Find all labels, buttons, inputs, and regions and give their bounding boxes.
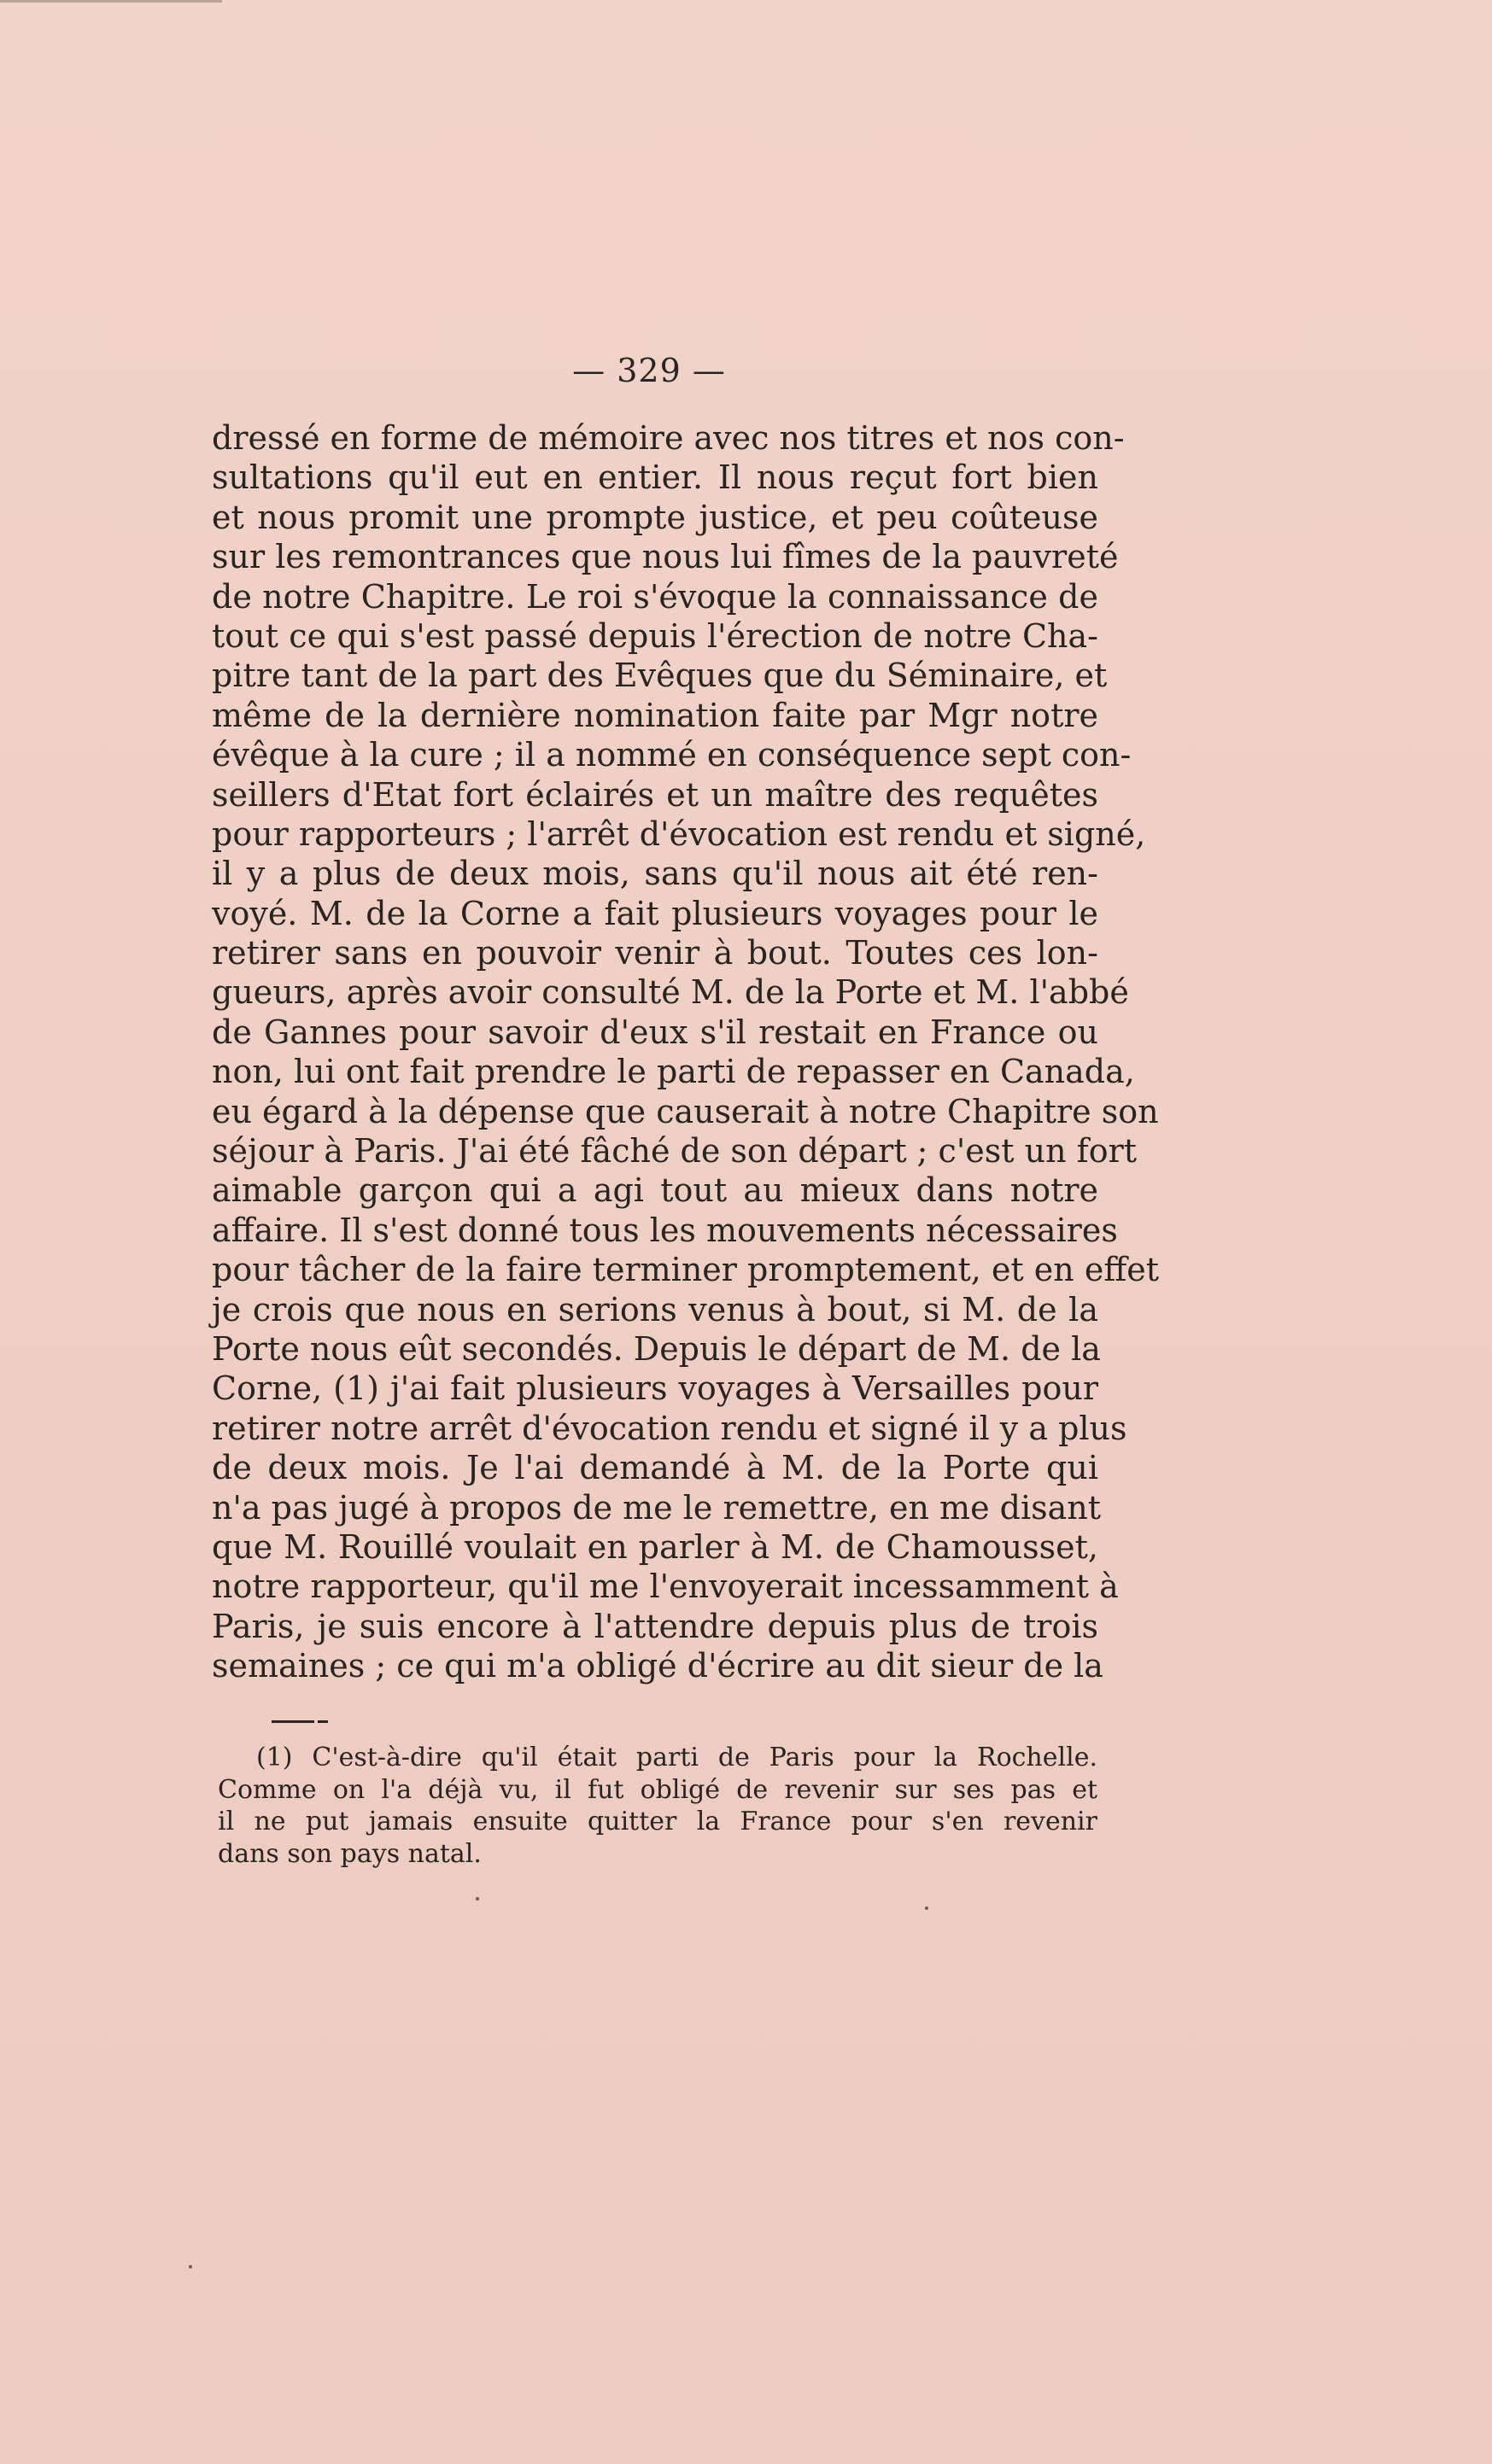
paper-speck bbox=[189, 2265, 192, 2268]
body-line: n'a pas jugé à propos de me le remettre, en me disant bbox=[212, 1488, 1102, 1527]
body-line: séjour à Paris. J'ai été fâché de son départ ; c'est un fort bbox=[212, 1132, 1138, 1171]
body-line: tout ce qui s'est passé depuis l'érection de notre Cha- bbox=[212, 616, 1098, 655]
footnote-line: Comme on l'a déjà vu, il fut obligé de revenir sur ses pas et bbox=[218, 1774, 1097, 1805]
body-line: retirer notre arrêt d'évocation rendu et signé il y a plus bbox=[212, 1409, 1127, 1447]
body-line: semaines ; ce qui m'a obligé d'écrire au dit sieur de la bbox=[212, 1647, 1103, 1685]
body-line: de deux mois. Je l'ai demandé à M. de la Porte qui bbox=[212, 1449, 1098, 1487]
body-line: voyé. M. de la Corne a fait plusieurs voyages pour le bbox=[212, 894, 1098, 932]
body-line: aimable garçon qui a agi tout au mieux dans notre bbox=[212, 1171, 1098, 1210]
body-line: non, lui ont fait prendre le parti de repasser en Canada, bbox=[212, 1053, 1135, 1091]
body-text bbox=[212, 418, 1160, 1686]
body-line: eu égard à la dépense que causerait à notre Chapitre son bbox=[212, 1092, 1159, 1130]
footnote-line: dans son pays natal. bbox=[218, 1838, 482, 1869]
footnote bbox=[218, 1742, 1097, 1870]
body-line: pitre tant de la part des Evêques que du Séminaire, et bbox=[212, 657, 1108, 695]
body-line: je crois que nous en serions venus à bout, si M. de la bbox=[212, 1290, 1098, 1328]
body-line: de notre Chapitre. Le roi s'évoque la connaissance de bbox=[212, 577, 1098, 616]
footnote-line: (1) C'est-à-dire qu'il était parti de Paris pour la Rochelle. bbox=[256, 1743, 1097, 1772]
body-line: pour rapporteurs ; l'arrêt d'évocation est rendu et signé, bbox=[212, 815, 1146, 853]
body-line: affaire. Il s'est donné tous les mouvements nécessaires bbox=[212, 1211, 1118, 1249]
body-line: et nous promit une prompte justice, et peu coûteuse bbox=[212, 498, 1098, 536]
footnote-line: il ne put jamais ensuite quitter la France pour s'en revenir bbox=[218, 1807, 1097, 1836]
body-line: Corne, (1) j'ai fait plusieurs voyages à Versailles pour bbox=[212, 1369, 1098, 1408]
body-line: sur les remontrances que nous lui fîmes de la pauvreté bbox=[212, 538, 1119, 576]
body-line: il y a plus de deux mois, sans qu'il nous ait été ren- bbox=[212, 855, 1098, 893]
body-line: seillers d'Etat fort éclairés et un maître des requêtes bbox=[212, 775, 1098, 814]
footnote-separator bbox=[272, 1720, 314, 1723]
body-line: retirer sans en pouvoir venir à bout. Toutes ces lon- bbox=[212, 934, 1098, 972]
page-number: — 329 — bbox=[572, 352, 726, 389]
body-line: notre rapporteur, qu'il me l'envoyerait incessamment à bbox=[212, 1568, 1119, 1606]
body-line: sultations qu'il eut en entier. Il nous reçut fort bien bbox=[212, 458, 1098, 497]
page-edge-shadow bbox=[0, 0, 222, 3]
body-line: que M. Rouillé voulait en parler à M. de Chamousset, bbox=[212, 1527, 1098, 1566]
body-line: de Gannes pour savoir d'eux s'il restait en France ou bbox=[212, 1013, 1098, 1051]
body-line: évêque à la cure ; il a nommé en conséquence sept con- bbox=[212, 736, 1132, 774]
body-line: Porte nous eût secondés. Depuis le départ de M. de la bbox=[212, 1329, 1101, 1368]
body-line: dressé en forme de mémoire avec nos titres et nos con- bbox=[212, 419, 1125, 457]
body-line: Paris, je suis encore à l'attendre depuis plus de trois bbox=[212, 1607, 1098, 1645]
footnote-separator-tail bbox=[318, 1720, 328, 1723]
paper-speck bbox=[925, 1906, 928, 1910]
body-line: gueurs, après avoir consulté M. de la Porte et M. l'abbé bbox=[212, 973, 1129, 1012]
body-line: pour tâcher de la faire terminer promptement, et en effet bbox=[212, 1251, 1160, 1289]
paper-speck bbox=[476, 1897, 479, 1901]
body-line: même de la dernière nomination faite par Mgr notre bbox=[212, 696, 1098, 734]
